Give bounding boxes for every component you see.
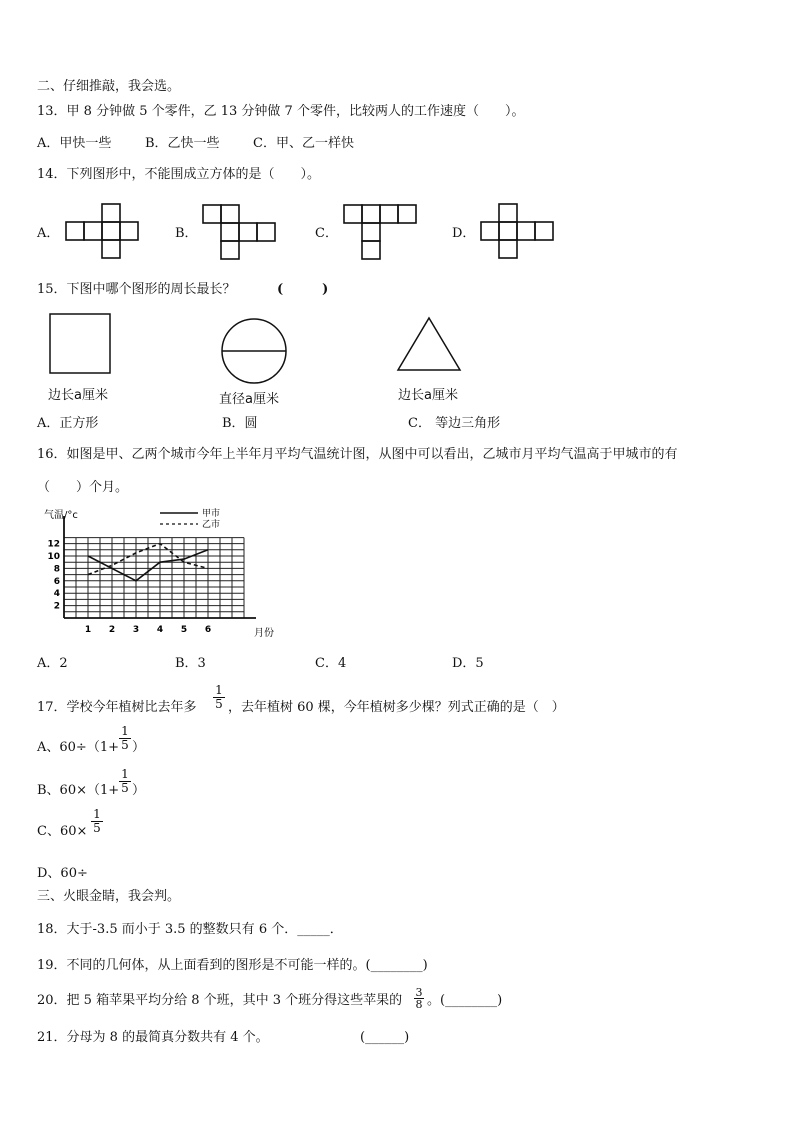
cube-net-c	[344, 205, 420, 265]
fraction-numerator: 1	[119, 725, 131, 739]
x-tick-label: 5	[180, 625, 188, 635]
q20-fraction	[414, 987, 424, 1010]
q21-answer-paren: (______)	[360, 1030, 410, 1045]
q17-option-b[interactable]: B、60×（1+	[37, 783, 120, 798]
question-20-pre: 20．把 5 箱苹果平均分给 8 个班，其中 3 个班分得这些苹果的	[37, 993, 403, 1008]
q15-option-c[interactable]: C． 等边三角形	[408, 416, 501, 431]
question-17-pre: 17．学校今年植树比去年多	[37, 700, 197, 715]
x-tick-label: 2	[108, 625, 116, 635]
question-19: 19．不同的几何体，从上面看到的图形是不可能一样的。(________)	[37, 958, 428, 973]
question-18: 18．大于-3.5 而小于 3.5 的整数只有 6 个．_____．	[37, 922, 343, 937]
q13-option-b[interactable]: B．乙快一些	[145, 136, 220, 151]
cube-net-d	[481, 203, 557, 263]
q16-option-c[interactable]: C．4	[315, 656, 347, 671]
q17-option-a[interactable]: A、60÷（1+	[37, 740, 119, 755]
fraction-denominator: 5	[93, 821, 101, 835]
q15-option-b[interactable]: B．圆	[222, 416, 258, 431]
fraction-denominator: 5	[121, 738, 129, 752]
x-tick-label: 6	[204, 625, 212, 635]
section-heading: 三、火眼金睛，我会判。	[37, 889, 181, 904]
q16-option-b[interactable]: B．3	[175, 656, 206, 671]
question-15: 15．下图中哪个图形的周长最长？	[37, 282, 236, 297]
q16-option-d[interactable]: D．5	[452, 656, 484, 671]
y-axis-label: 气温/°c	[44, 510, 78, 521]
question-20-post: 。(________)	[427, 993, 503, 1008]
q17-option-c[interactable]: C、60×	[37, 824, 88, 839]
circle-caption: 直径a厘米	[219, 392, 279, 407]
q17-c-fraction	[91, 808, 103, 835]
fraction-denominator: 5	[121, 781, 129, 795]
q17-b-fraction	[119, 768, 131, 795]
q17-fraction	[213, 684, 225, 711]
y-tick-label: 10	[47, 552, 60, 562]
square-caption: 边长a厘米	[48, 388, 108, 403]
q14-option-a[interactable]: A．	[37, 226, 60, 241]
temperature-line-chart	[40, 508, 290, 648]
y-tick-label: 6	[53, 576, 60, 587]
x-tick-label: 1	[84, 625, 92, 635]
q13-option-a[interactable]: A．甲快一些	[37, 136, 112, 151]
question-17-post: ，去年植树 60 棵，今年植树多少棵？列式正确的是（ ）	[228, 700, 565, 715]
q14-option-b[interactable]: B．	[175, 226, 198, 241]
fraction-numerator: 1	[91, 808, 103, 822]
x-axis-label: 月份	[254, 628, 274, 639]
circle-shape	[217, 318, 291, 390]
q16-option-a[interactable]: A．2	[37, 656, 68, 671]
question-16: 16．如图是甲、乙两个城市今年上半年月平均气温统计图，从图中可以看出，乙城市月平均气温高于甲城市的有	[37, 447, 678, 462]
chart-grid	[64, 538, 244, 618]
cube-net-a	[66, 203, 142, 263]
cube-net-b	[203, 204, 279, 264]
fraction-numerator: 1	[213, 684, 225, 698]
q15-answer-paren: ( )	[277, 282, 329, 297]
fraction-numerator: 1	[119, 768, 131, 782]
q15-option-a[interactable]: A．正方形	[37, 416, 99, 431]
legend-label-jia: 甲市	[202, 509, 221, 519]
x-tick-label: 3	[132, 625, 140, 635]
legend-label-yi: 乙市	[202, 520, 221, 530]
q13-option-c[interactable]: C．甲、乙一样快	[253, 136, 354, 151]
q17-b-close: ）	[132, 783, 146, 798]
question-13: 13．甲 8 分钟做 5 个零件，乙 13 分钟做 7 个零件，比较两人的工作速度（ ）。	[37, 104, 525, 119]
square-shape	[49, 313, 113, 375]
q17-option-d[interactable]: D、60÷	[37, 866, 88, 881]
question-21: 21．分母为 8 的最简真分数共有 4 个。	[37, 1030, 269, 1045]
fraction-denominator: 5	[215, 697, 223, 711]
fraction-denominator: 8	[415, 998, 423, 1011]
q17-a-fraction	[119, 725, 131, 752]
triangle-shape	[397, 316, 463, 372]
chart-labels	[44, 507, 274, 639]
y-tick-label: 12	[47, 539, 60, 550]
y-tick-label: 8	[53, 564, 60, 575]
q14-option-d[interactable]: D．	[452, 226, 476, 241]
section-heading: 二、仔细推敲，我会选。	[37, 79, 181, 94]
x-tick-label: 4	[156, 625, 164, 635]
fraction-numerator: 3	[415, 986, 423, 999]
q14-option-c[interactable]: C．	[315, 226, 338, 241]
question-14: 14．下列图形中，不能围成立方体的是（ ）。	[37, 167, 321, 182]
triangle-caption: 边长a厘米	[398, 388, 458, 403]
y-tick-label: 2	[53, 601, 60, 612]
question-16-cont: （ ）个月。	[37, 480, 129, 495]
q17-a-close: ）	[132, 740, 146, 755]
y-tick-label: 4	[53, 589, 60, 600]
